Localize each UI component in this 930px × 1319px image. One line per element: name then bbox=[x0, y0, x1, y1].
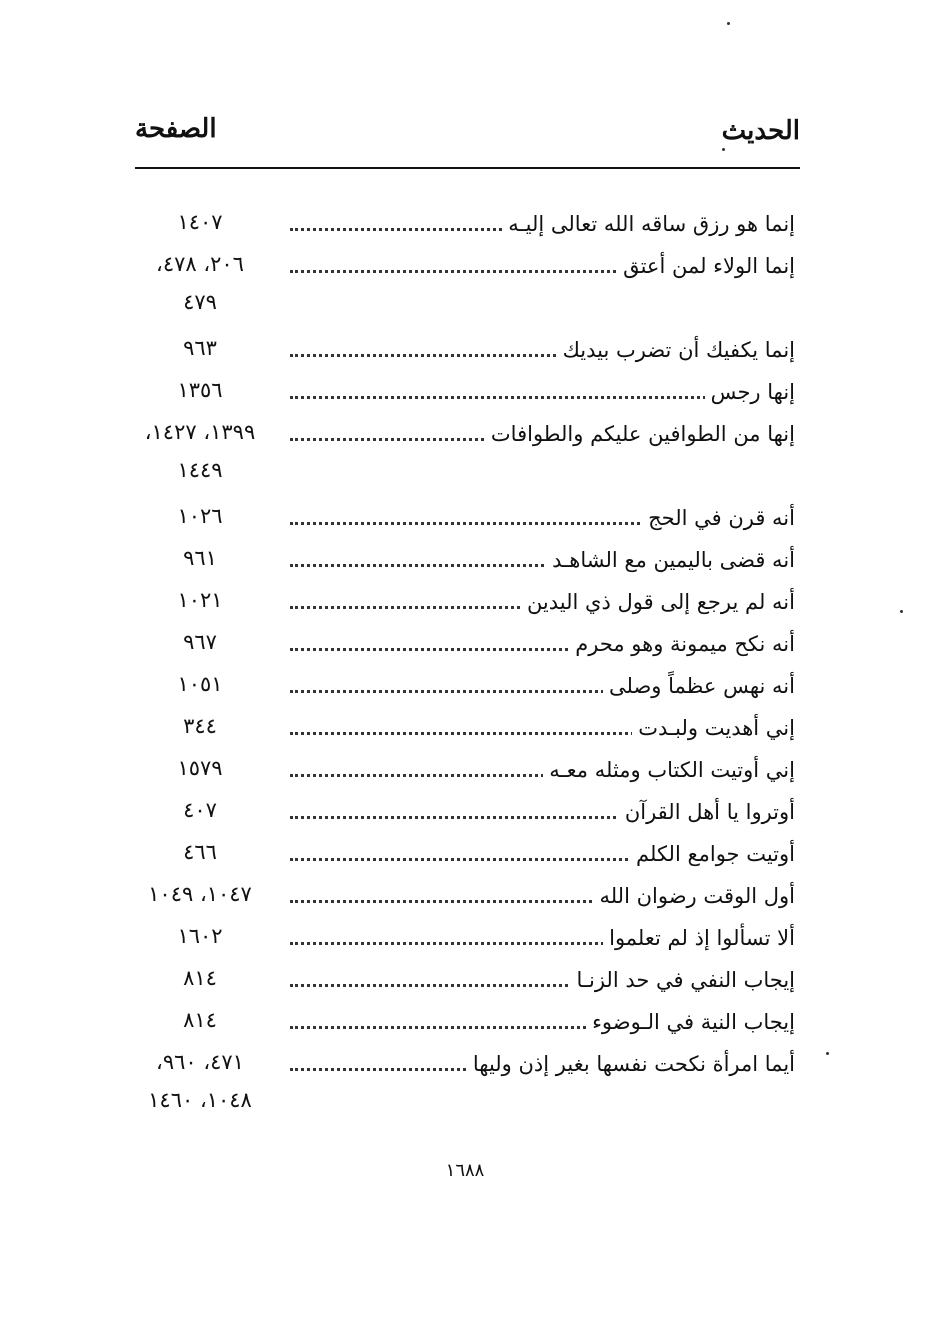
hadith-text: أنه لم يرجع إلى قول ذي اليدين bbox=[521, 590, 795, 614]
index-entry bbox=[135, 208, 800, 250]
scan-speck bbox=[900, 610, 903, 613]
page-references: ١٠٥١ bbox=[177, 672, 223, 696]
index-entry bbox=[135, 376, 800, 418]
page-references: ٣٤٤ bbox=[183, 714, 217, 738]
page-column-heading: الصفحة bbox=[135, 114, 217, 144]
page-references: ١٣٥٦ bbox=[177, 378, 223, 402]
index-entry bbox=[135, 838, 800, 880]
index-entry bbox=[135, 922, 800, 964]
index-entry-continuation bbox=[135, 292, 800, 334]
page-references: ٤٠٧ bbox=[183, 798, 217, 822]
hadith-text: أنه نهس عظماً وصلى bbox=[603, 674, 795, 698]
index-entry bbox=[135, 1006, 800, 1048]
page-references: ٨١٤ bbox=[183, 1008, 217, 1032]
index-entry bbox=[135, 712, 800, 754]
page-references: ٩٦١ bbox=[183, 546, 217, 570]
hadith-text: إني أهديت ولبـدت bbox=[632, 716, 795, 740]
page-references: ١٥٧٩ bbox=[177, 756, 223, 780]
index-entry bbox=[135, 1048, 800, 1090]
page-references: ٢٠٦، ٤٧٨، bbox=[156, 252, 244, 276]
page-references: ١٤٤٩ bbox=[177, 458, 223, 482]
index-entry-continuation bbox=[135, 460, 800, 502]
index-entry bbox=[135, 628, 800, 670]
hadith-column-heading: الحديث bbox=[721, 116, 800, 146]
scan-speck bbox=[727, 22, 730, 25]
hadith-text: إنما هو رزق ساقه الله تعالى إليـه bbox=[502, 212, 795, 236]
hadith-text: أوتيت جوامع الكلم bbox=[630, 842, 795, 866]
hadith-text: أنه قرن في الحج bbox=[642, 506, 795, 530]
page-references: ١٠٢١ bbox=[177, 588, 223, 612]
page-references: ٩٦٣ bbox=[183, 336, 217, 360]
page-number: ١٦٨٨ bbox=[445, 1160, 485, 1181]
hadith-text: إنها من الطوافين عليكم والطوافات bbox=[485, 422, 795, 446]
page-references: ١٦٠٢ bbox=[177, 924, 223, 948]
header-divider bbox=[135, 167, 800, 169]
page-references: ١٣٩٩، ١٤٢٧، bbox=[144, 420, 256, 444]
hadith-text: إيجاب النفي في حد الزنـا bbox=[570, 968, 795, 992]
page-references: ٨١٤ bbox=[183, 966, 217, 990]
hadith-text: إنما الولاء لمن أعتق bbox=[617, 254, 795, 278]
hadith-text: إيجاب النية في الـوضوء bbox=[586, 1010, 795, 1034]
index-entry bbox=[135, 670, 800, 712]
index-entry bbox=[135, 250, 800, 292]
page-references: ١٤٠٧ bbox=[177, 210, 223, 234]
table-header bbox=[135, 108, 800, 158]
hadith-text: أيما امرأة نكحت نفسها بغير إذن وليها bbox=[467, 1052, 795, 1076]
index-entry bbox=[135, 964, 800, 1006]
page-references: ٤٧٩ bbox=[183, 290, 217, 314]
index-entry bbox=[135, 502, 800, 544]
index-entry bbox=[135, 586, 800, 628]
index-entry bbox=[135, 544, 800, 586]
page-references: ٤٧١، ٩٦٠، bbox=[156, 1050, 244, 1074]
page-references: ٤٦٦ bbox=[183, 840, 217, 864]
index-list bbox=[135, 208, 800, 1132]
index-entry bbox=[135, 418, 800, 460]
hadith-text: أنه قضى باليمين مع الشاهـد bbox=[546, 548, 795, 572]
page-references: ١٠٢٦ bbox=[177, 504, 223, 528]
page-references: ١٠٤٨، ١٤٦٠ bbox=[148, 1088, 252, 1112]
scan-speck bbox=[722, 148, 725, 151]
hadith-text: أوتروا يا أهل القرآن bbox=[619, 800, 795, 824]
hadith-text: إنما يكفيك أن تضرب بيديك bbox=[557, 338, 795, 362]
hadith-text: أنه نكح ميمونة وهو محرم bbox=[569, 632, 795, 656]
hadith-text: إني أوتيت الكتاب ومثله معـه bbox=[543, 758, 795, 782]
index-entry bbox=[135, 334, 800, 376]
hadith-text: إنها رجس bbox=[705, 380, 795, 404]
index-entry bbox=[135, 754, 800, 796]
scan-speck bbox=[826, 1052, 829, 1055]
hadith-text: أول الوقت رضوان الله bbox=[593, 884, 795, 908]
hadith-text: ألا تسألوا إذ لم تعلموا bbox=[603, 926, 795, 950]
index-entry bbox=[135, 796, 800, 838]
page-references: ٩٦٧ bbox=[183, 630, 217, 654]
page-references: ١٠٤٧، ١٠٤٩ bbox=[148, 882, 252, 906]
index-entry-continuation bbox=[135, 1090, 800, 1132]
index-entry bbox=[135, 880, 800, 922]
